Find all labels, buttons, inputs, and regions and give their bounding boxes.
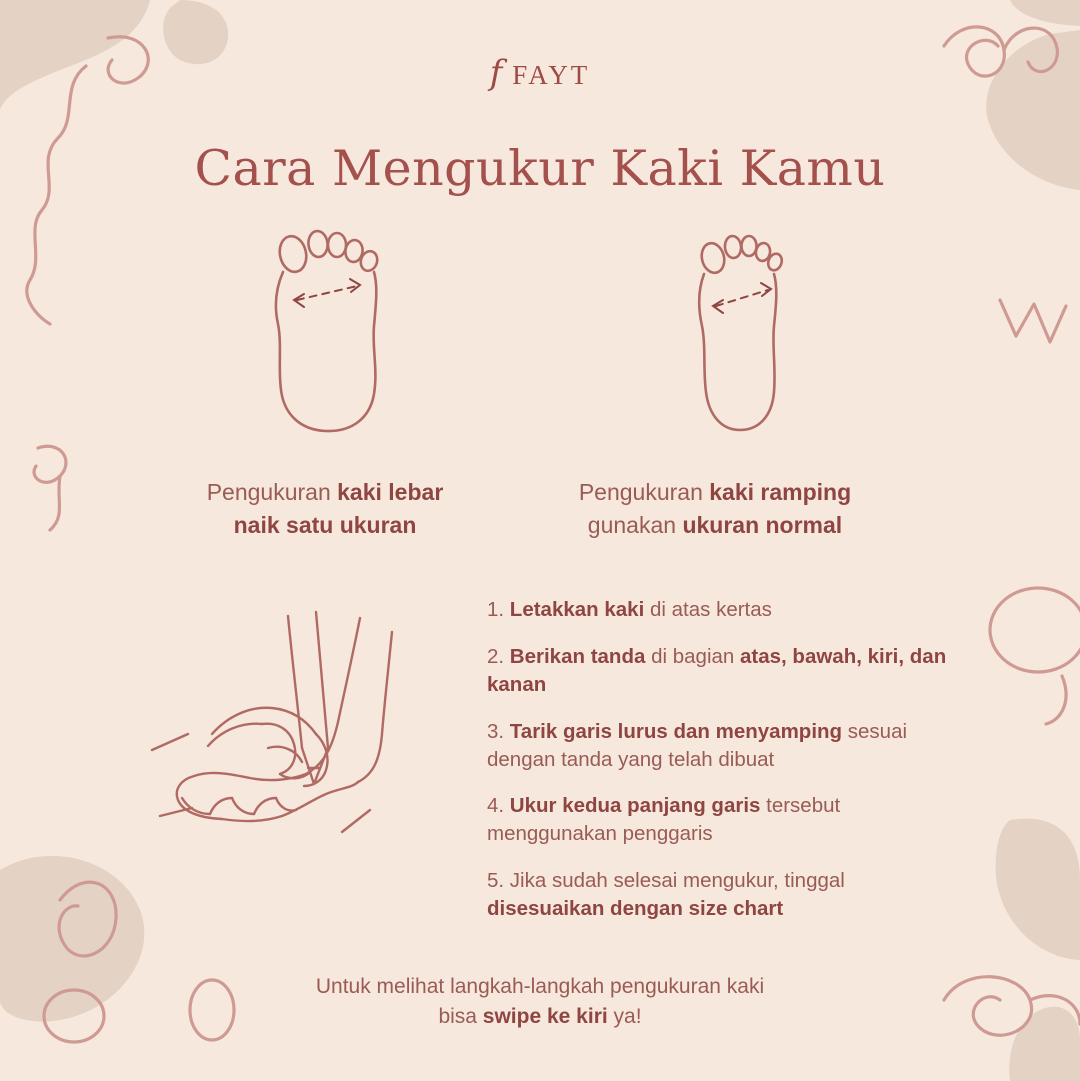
step-text-bold: Tarik garis lurus dan menyamping (504, 719, 843, 743)
narrow-caption-bold-1: kaki ramping (709, 479, 852, 505)
step-text: tersebut menggunakan penggaris (487, 794, 841, 846)
footer-line-1: Untuk melihat langkah-langkah pengukuran kaki (315, 975, 765, 998)
list-item (487, 867, 957, 923)
wide-caption-bold-1: kaki lebar (337, 479, 444, 505)
step-text-bold: Letakkan kaki (504, 598, 645, 621)
step-text: Jika sudah selesai mengukur, tinggal (504, 869, 845, 893)
steps-list (487, 596, 957, 942)
narrow-foot-icon (676, 228, 796, 443)
list-item (487, 792, 957, 848)
narrow-caption-prefix: Pengukuran (578, 479, 710, 505)
step-number: 1. (487, 598, 505, 621)
step-text-bold: disesuaikan dengan size chart (487, 897, 784, 920)
narrow-caption-mid: gunakan (587, 511, 683, 538)
step-number: 3. (487, 719, 505, 743)
wide-foot-caption (125, 476, 525, 541)
footer-line-2-suffix: ya! (607, 1005, 642, 1029)
brand-logo (0, 53, 1080, 93)
list-item (487, 718, 957, 774)
footer-line-2-bold: swipe ke kiri (482, 1005, 608, 1029)
narrow-foot-caption (515, 476, 915, 541)
list-item (487, 643, 957, 699)
list-item (487, 596, 957, 624)
step-text-bold: Berikan tanda (504, 644, 646, 668)
brand-name: FAYT (512, 59, 591, 90)
brand-mark-icon: f (489, 53, 503, 93)
step-number: 4. (487, 794, 505, 818)
step-text: sesuai dengan tanda yang telah dibuat (487, 719, 908, 771)
wide-caption-bold-2: naik satu ukuran (233, 511, 417, 538)
narrow-caption-bold-2: ukuran normal (682, 511, 843, 538)
wide-caption-prefix: Pengukuran (206, 479, 338, 505)
step-text-bold: Ukur kedua panjang garis (504, 794, 761, 818)
step-number: 2. (487, 644, 505, 668)
step-text: di bagian (645, 644, 740, 668)
wide-foot-icon (252, 228, 402, 443)
footer-line-2-prefix: bisa (438, 1005, 483, 1029)
footer-note (0, 972, 1080, 1033)
page-title: Cara Mengukur Kaki Kamu (194, 140, 886, 197)
step-text-bold-2: atas, bawah, kiri, dan kanan (487, 644, 947, 696)
hand-marking-foot-icon (130, 598, 450, 848)
step-text: di atas kertas (644, 598, 772, 621)
step-number: 5. (487, 869, 505, 893)
